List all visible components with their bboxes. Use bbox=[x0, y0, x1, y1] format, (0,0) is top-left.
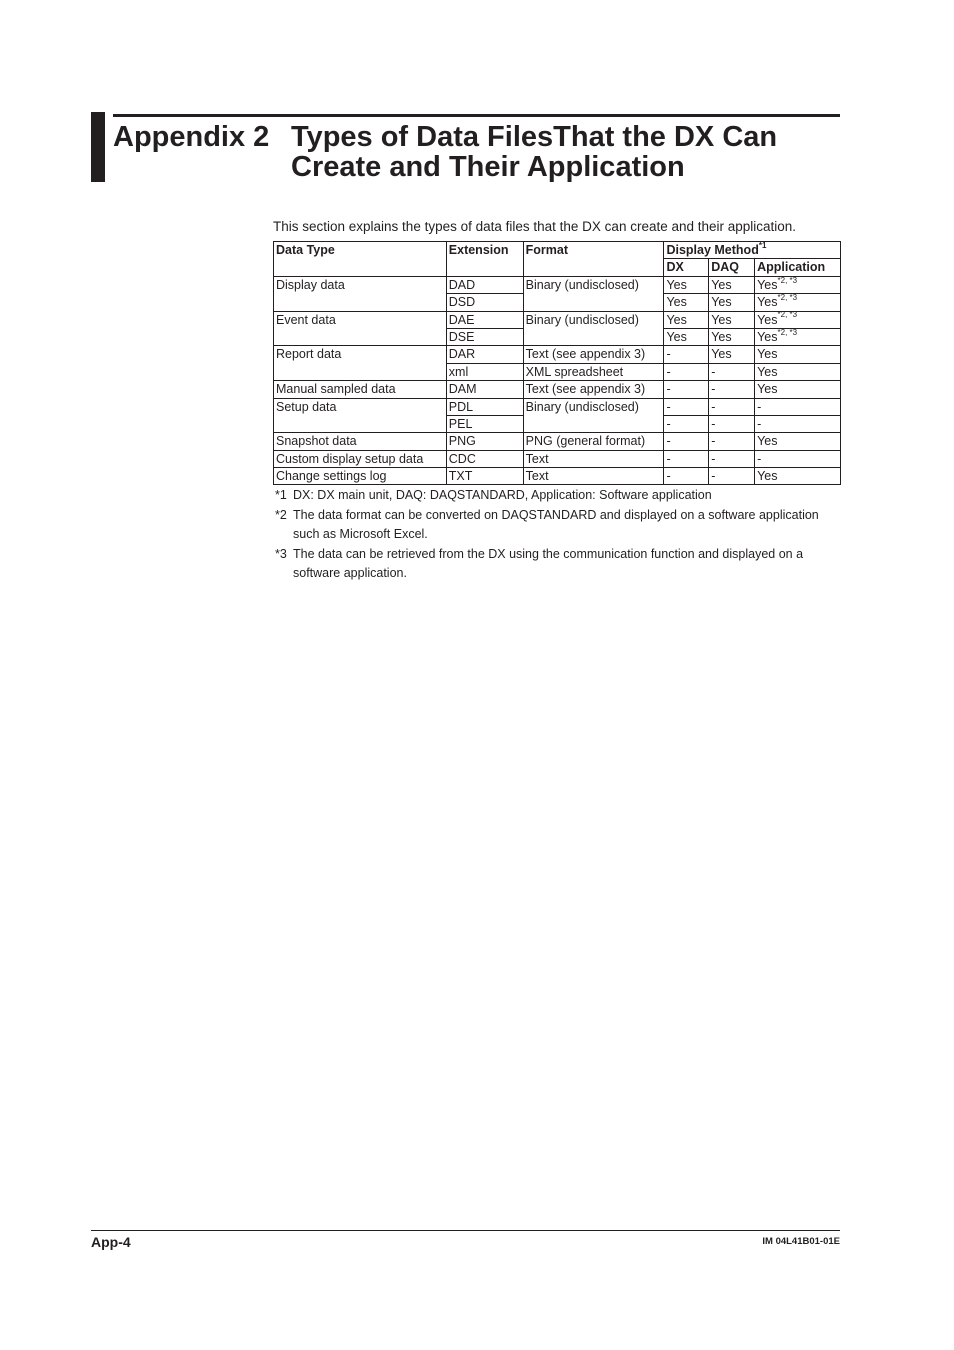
cell-dx: - bbox=[664, 381, 709, 398]
header-daq: DAQ bbox=[709, 259, 755, 276]
cell-format: PNG (general format) bbox=[523, 433, 664, 450]
cell-extension: DAE bbox=[446, 311, 523, 328]
cell-format: Binary (undisclosed) bbox=[523, 398, 664, 415]
footnote bbox=[275, 545, 840, 584]
cell-format bbox=[523, 328, 664, 345]
cell-format: Binary (undisclosed) bbox=[523, 311, 664, 328]
cell-format: Binary (undisclosed) bbox=[523, 276, 664, 293]
cell-daq: - bbox=[709, 433, 755, 450]
cell-data-type: Custom display setup data bbox=[274, 450, 447, 467]
cell-extension: PEL bbox=[446, 415, 523, 432]
footnote bbox=[275, 506, 840, 545]
footnote-mark: *3 bbox=[275, 546, 287, 561]
cell-dx: Yes bbox=[664, 328, 709, 345]
table-row bbox=[274, 294, 841, 311]
cell-application-value: Yes bbox=[757, 277, 778, 292]
cell-dx: - bbox=[664, 468, 709, 485]
cell-application-value: Yes bbox=[757, 312, 778, 327]
table-row bbox=[274, 363, 841, 380]
footnote-text: DX: DX main unit, DAQ: DAQSTANDARD, Application: Software application bbox=[293, 488, 712, 502]
cell-data-type: Change settings log bbox=[274, 468, 447, 485]
display-method-footnote-ref: *1 bbox=[758, 240, 767, 250]
footnotes bbox=[275, 486, 840, 584]
application-footnote-ref: *2, *3 bbox=[777, 310, 798, 320]
table-row bbox=[274, 328, 841, 345]
cell-dx: - bbox=[664, 398, 709, 415]
footnote-text: The data format can be converted on DAQSTANDARD and displayed on a software application such as Microsoft Excel. bbox=[293, 507, 819, 541]
application-footnote-ref: *2, *3 bbox=[777, 327, 798, 337]
header-display-method bbox=[664, 242, 841, 259]
table-row bbox=[274, 468, 841, 485]
table-row bbox=[274, 381, 841, 398]
cell-format: Text (see appendix 3) bbox=[523, 346, 664, 363]
header-dx: DX bbox=[664, 259, 709, 276]
cell-format: Text (see appendix 3) bbox=[523, 381, 664, 398]
cell-application bbox=[755, 328, 841, 345]
cell-extension: xml bbox=[446, 363, 523, 380]
table-row bbox=[274, 433, 841, 450]
cell-extension: PNG bbox=[446, 433, 523, 450]
cell-daq: - bbox=[709, 468, 755, 485]
cell-extension: TXT bbox=[446, 468, 523, 485]
cell-dx: Yes bbox=[664, 294, 709, 311]
cell-application: Yes bbox=[755, 468, 841, 485]
cell-format: Text bbox=[523, 468, 664, 485]
cell-format: XML spreadsheet bbox=[523, 363, 664, 380]
cell-daq: - bbox=[709, 450, 755, 467]
cell-application-value: Yes bbox=[757, 329, 778, 344]
cell-extension: DSE bbox=[446, 328, 523, 345]
cell-daq: Yes bbox=[709, 311, 755, 328]
cell-application bbox=[755, 311, 841, 328]
cell-data-type bbox=[274, 363, 447, 380]
title-line-2: Create and Their Application bbox=[291, 151, 685, 183]
cell-application: - bbox=[755, 415, 841, 432]
cell-daq: Yes bbox=[709, 294, 755, 311]
cell-application: Yes bbox=[755, 363, 841, 380]
cell-daq: - bbox=[709, 415, 755, 432]
title-line-1: Types of Data FilesThat the DX Can bbox=[291, 121, 778, 153]
header-extension: Extension bbox=[446, 242, 523, 277]
chapter-label: Appendix 2 bbox=[113, 121, 270, 153]
cell-extension: DAR bbox=[446, 346, 523, 363]
header-row bbox=[274, 242, 841, 259]
cell-extension: DAM bbox=[446, 381, 523, 398]
cell-daq: - bbox=[709, 363, 755, 380]
header-application: Application bbox=[755, 259, 841, 276]
application-footnote-ref: *2, *3 bbox=[777, 275, 798, 285]
cell-data-type: Manual sampled data bbox=[274, 381, 447, 398]
cell-application bbox=[755, 294, 841, 311]
cell-data-type bbox=[274, 294, 447, 311]
table-row bbox=[274, 398, 841, 415]
cell-extension: PDL bbox=[446, 398, 523, 415]
table-row bbox=[274, 276, 841, 293]
cell-data-type: Snapshot data bbox=[274, 433, 447, 450]
cell-format bbox=[523, 415, 664, 432]
cell-format: Text bbox=[523, 450, 664, 467]
cell-extension: CDC bbox=[446, 450, 523, 467]
cell-dx: - bbox=[664, 363, 709, 380]
cell-daq: - bbox=[709, 381, 755, 398]
cell-data-type: Display data bbox=[274, 276, 447, 293]
display-method-label: Display Method bbox=[666, 243, 759, 257]
intro-paragraph: This section explains the types of data files that the DX can create and their application. bbox=[273, 219, 797, 234]
header-format: Format bbox=[523, 242, 664, 277]
table-row bbox=[274, 415, 841, 432]
cell-dx: - bbox=[664, 433, 709, 450]
cell-dx: - bbox=[664, 415, 709, 432]
cell-daq: - bbox=[709, 398, 755, 415]
cell-data-type: Setup data bbox=[274, 398, 447, 415]
cell-data-type: Event data bbox=[274, 311, 447, 328]
footnote-text: The data can be retrieved from the DX using the communication function and displayed on a software application. bbox=[293, 546, 804, 580]
application-footnote-ref: *2, *3 bbox=[777, 293, 798, 303]
document-id: IM 04L41B01-01E bbox=[762, 1236, 840, 1247]
cell-dx: - bbox=[664, 346, 709, 363]
table-row bbox=[274, 311, 841, 328]
cell-daq: Yes bbox=[709, 346, 755, 363]
header-data-type: Data Type bbox=[274, 242, 447, 277]
table-row bbox=[274, 346, 841, 363]
footnote-mark: *2 bbox=[275, 507, 287, 522]
page-number: App-4 bbox=[91, 1234, 131, 1250]
cell-application: Yes bbox=[755, 433, 841, 450]
cell-extension: DAD bbox=[446, 276, 523, 293]
cell-format bbox=[523, 294, 664, 311]
file-types-table bbox=[273, 241, 841, 485]
cell-daq: Yes bbox=[709, 276, 755, 293]
cell-extension: DSD bbox=[446, 294, 523, 311]
cell-application: Yes bbox=[755, 346, 841, 363]
footnote bbox=[275, 486, 840, 506]
footer-rule bbox=[91, 1230, 840, 1231]
cell-data-type bbox=[274, 328, 447, 345]
cell-application bbox=[755, 276, 841, 293]
cell-application: - bbox=[755, 398, 841, 415]
title-marker-bar bbox=[91, 112, 105, 182]
title-rule bbox=[113, 114, 840, 117]
cell-daq: Yes bbox=[709, 328, 755, 345]
cell-application-value: Yes bbox=[757, 295, 778, 310]
cell-data-type bbox=[274, 415, 447, 432]
cell-application: - bbox=[755, 450, 841, 467]
table-row bbox=[274, 450, 841, 467]
footnote-mark: *1 bbox=[275, 488, 287, 502]
cell-dx: Yes bbox=[664, 276, 709, 293]
cell-dx: - bbox=[664, 450, 709, 467]
cell-application: Yes bbox=[755, 381, 841, 398]
cell-dx: Yes bbox=[664, 311, 709, 328]
cell-data-type: Report data bbox=[274, 346, 447, 363]
